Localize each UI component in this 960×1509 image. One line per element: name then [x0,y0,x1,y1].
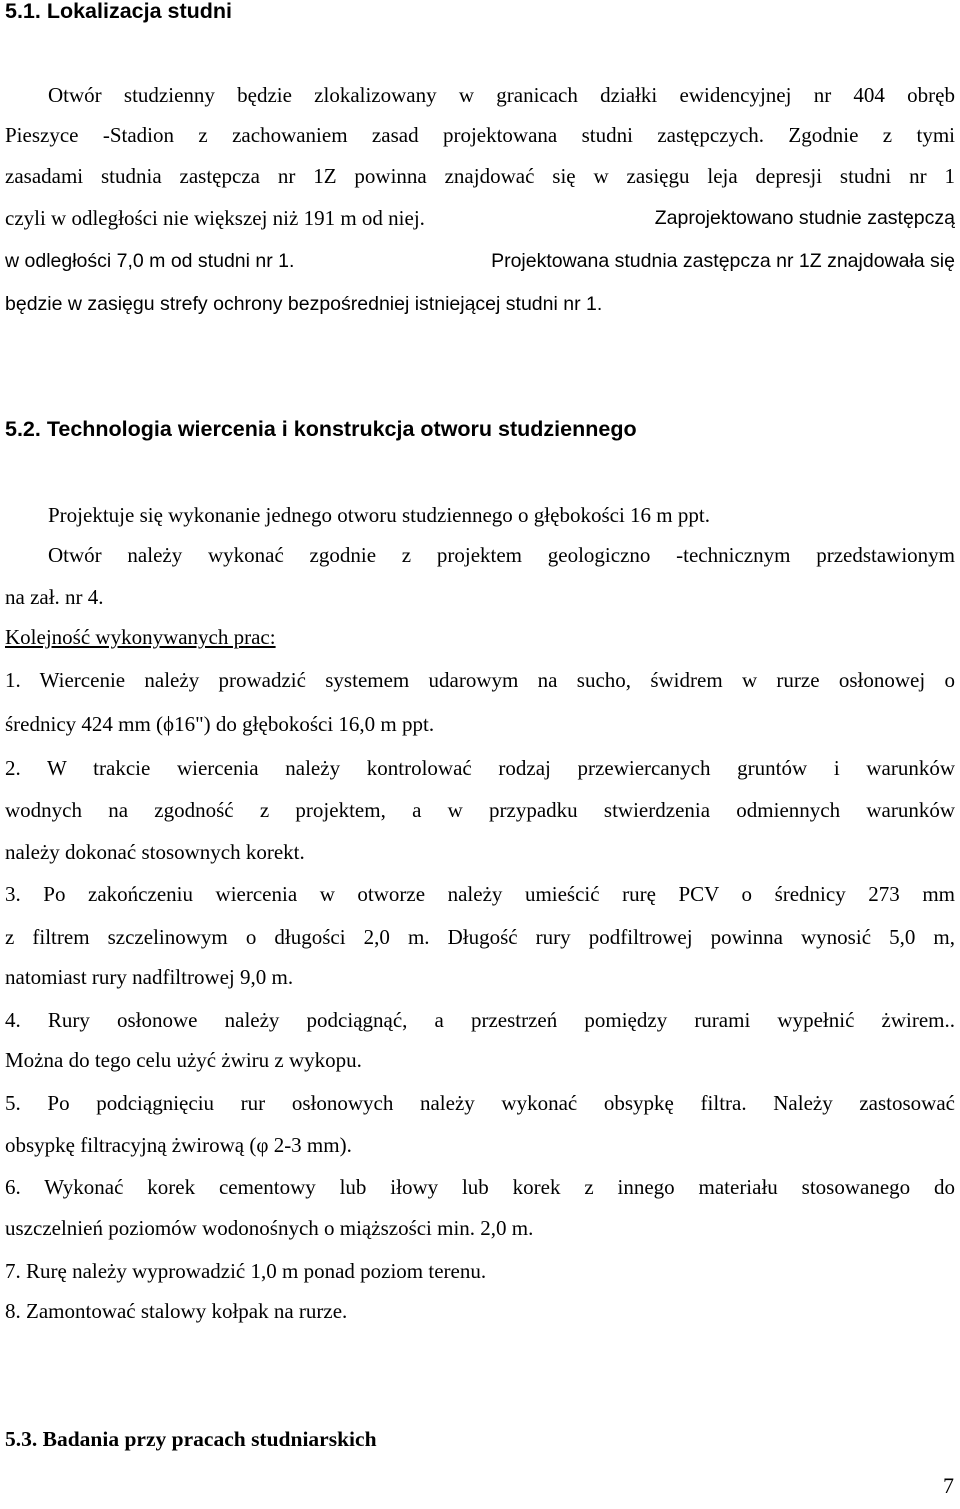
list-item-line: 3. Po zakończeniu wiercenia w otworze należy umieścić rurę PCV o średnicy 273 mm [5,882,955,906]
list-item-line: wodnych na zgodność z projektem, a w przypadku stwierdzenia odmiennych warunków [5,798,955,822]
text-run: czyli w odległości nie większej niż 191 m od niej. [5,206,425,230]
list-item-line: średnicy 424 mm (ϕ16") do głębokości 16,0 m ppt. [5,712,435,736]
list-item-line: 8. Zamontować stalowy kołpak na rurze. [5,1299,348,1323]
text-run-sans: Zaprojektowano studnie zastępczą [654,207,955,229]
list-item-line: 7. Rurę należy wyprowadzić 1,0 m ponad poziom terenu. [5,1259,487,1283]
list-item-line: 5. Po podciągnięciu rur osłonowych należy wykonać obsypkę filtra. Należy zastosować [5,1091,955,1115]
list-item-line: 6. Wykonać korek cementowy lub iłowy lub korek z innego materiału stosowanego do [5,1175,955,1199]
list-item-line: 2. W trakcie wiercenia należy kontrolować rodzaj przewiercanych gruntów i warunków [5,756,955,780]
paragraph-line: będzie w zasięgu strefy ochrony bezpośredniej istniejącej studni nr 1. [5,293,603,315]
paragraph-line: zasadami studnia zastępcza nr 1Z powinna znajdować się w zasięgu leja depresji studni nr 1 [5,164,955,188]
list-item-line: 1. Wiercenie należy prowadzić systemem udarowym na sucho, świdrem w rurze osłonowej o [5,668,955,692]
list-item-line: uszczelnień poziomów wodonośnych o miąższości min. 2,0 m. [5,1216,534,1240]
list-title: Kolejność wykonywanych prac: [5,625,276,649]
paragraph-line: na zał. nr 4. [5,585,104,609]
text-run-sans: Projektowana studnia zastępcza nr 1Z znajdowała się [491,250,955,272]
section-heading-5-3: 5.3. Badania przy pracach studniarskich [5,1427,377,1451]
page-number: 7 [943,1473,954,1498]
list-item-line: z filtrem szczelinowym o długości 2,0 m. Długość rury podfiltrowej powinna wynosić 5,0 m, [5,925,955,949]
section-heading-5-1: 5.1. Lokalizacja studni [5,0,233,23]
paragraph-line [5,205,955,231]
list-item-line: 4. Rury osłonowe należy podciągnąć, a przestrzeń pomiędzy rurami wypełnić żwirem.. [5,1008,955,1032]
list-item-line: obsypkę filtracyjną żwirową (φ 2-3 mm). [5,1133,352,1157]
section-heading-5-2: 5.2. Technologia wiercenia i konstrukcja otworu studziennego [5,417,637,441]
text-run-sans: w odległości 7,0 m od studni nr 1. [5,250,295,272]
list-item-line: Można do tego celu użyć żwiru z wykopu. [5,1048,362,1072]
list-item-line: należy dokonać stosownych korekt. [5,840,305,864]
list-item-line: natomiast rury nadfiltrowej 9,0 m. [5,965,294,989]
paragraph-line: Otwór studzienny będzie zlokalizowany w granicach działki ewidencyjnej nr 404 obręb [48,83,955,107]
paragraph-line: Pieszyce -Stadion z zachowaniem zasad projektowana studni zastępczych. Zgodnie z tymi [5,123,955,147]
paragraph-line [5,248,955,274]
paragraph-line: Otwór należy wykonać zgodnie z projektem geologiczno -technicznym przedstawionym [48,543,955,567]
paragraph-line: Projektuje się wykonanie jednego otworu studziennego o głębokości 16 m ppt. [48,503,710,527]
